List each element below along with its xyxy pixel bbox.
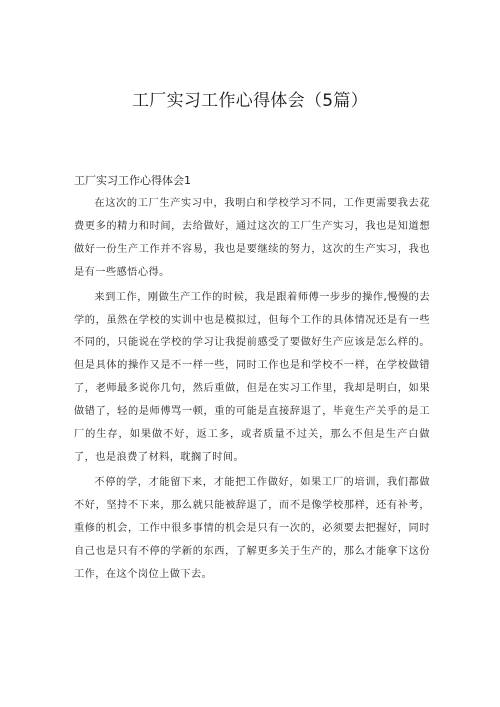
- document-title: 工厂实习工作心得体会（5篇）: [131, 91, 368, 111]
- paragraph-1: 在这次的工厂生产实习中，我明白和学校学习不同，工作更需要我去花费更多的精力和时间，去给做好，通过这次的工厂生产实习，我也是知道想做好一份生产工作并不容易，我也是要继续的努力，这次的生产实习，我也是有一些感悟心得。: [74, 198, 430, 278]
- section-heading: 工厂实习工作心得体会1: [74, 174, 191, 187]
- paragraph-2: 来到工作，刚做生产工作的时候，我是跟着师傅一步步的操作,慢慢的去学的，虽然在学校的实训中也是模拟过，但每个工作的具体情况还是有一些不同的，只能说在学校的学习让我提前感受了要做好生产应该是怎么样的。但是具体的操作又是不一样一些，同时工作也是和学校不一样，在学校做错了，老师最多说你几句，然后重做，但是在实习工作里，我却是明白，如果做错了，轻的是师傅骂一顿，重的可能是直接辞退了，毕竟生产关乎的是工厂的生存，如果做不好，返工多，或者质量不过关，那么不但是生产白做了，也是浪费了材料，耽搁了时间。: [74, 291, 430, 463]
- paragraph-3: 不停的学，才能留下来，才能把工作做好，如果工厂的培训，我们都做不好，坚持不下来，那么就只能被辞退了，而不是像学校那样，还有补考，重修的机会，工作中很多事情的机会是只有一次的，必须要去把握好，同时自己也是只有不停的学新的东西，了解更多关于生产的，那么才能拿下这份工作，在这个岗位上做下去。: [74, 476, 430, 580]
- document-body: [74, 170, 430, 586]
